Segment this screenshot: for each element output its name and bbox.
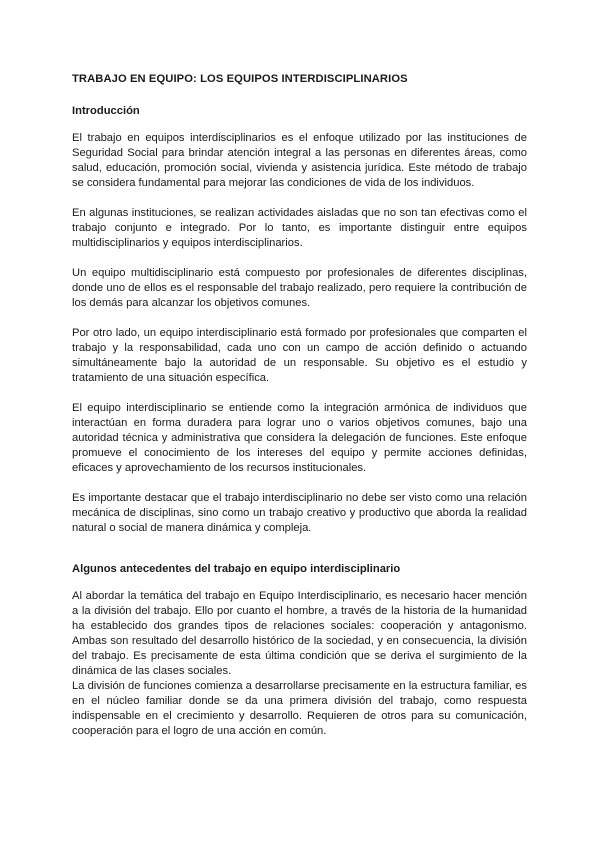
intro-paragraph-5: El equipo interdisciplinario se entiende como la integración armónica de individuos que interactúan en forma duradera para lograr uno o varios objetivos comunes, bajo una autoridad técnica y administrativa que considera la delegación de funciones. Este enfoque promueve el conocimiento de los intereses del equipo y permite acciones definidas, eficaces y aprovechamiento de los recursos institucionales.: [72, 402, 527, 474]
document-title: TRABAJO EN EQUIPO: LOS EQUIPOS INTERDISCIPLINARIOS: [72, 73, 408, 85]
intro-paragraph-2: En algunas instituciones, se realizan actividades aisladas que no son tan efectivas como el trabajo conjunto e integrado. Por lo tanto, es importante distinguir entre equipos multidisciplinarios y equipos interdisciplinarios.: [72, 207, 527, 249]
intro-paragraph-4: Por otro lado, un equipo interdisciplinario está formado por profesionales que comparten el trabajo y la responsabilidad, cada uno con un campo de acción definido o actuando simultáneamente bajo la autoridad de un responsable. Su objetivo es el estudio y tratamiento de una situación específica.: [72, 327, 527, 384]
document-body: [72, 72, 527, 739]
background-paragraph-2: La división de funciones comienza a desarrollarse precisamente en la estructura familiar, es en el núcleo familiar donde se da una primera división del trabajo, como respuesta indispensable en el crecimiento y desarrollo. Requieren de otros para su comunicación, cooperación para el logro de una acción en común.: [72, 680, 527, 737]
background-heading: Algunos antecedentes del trabajo en equipo interdisciplinario: [72, 563, 401, 575]
intro-paragraph-3: Un equipo multidisciplinario está compuesto por profesionales de diferentes disciplinas, donde uno de ellos es el responsable del trabajo realizado, pero requiere la contribución de los demás para alcanzar los objetivos comunes.: [72, 267, 527, 309]
intro-heading: Introducción: [72, 105, 140, 117]
background-paragraph-1: Al abordar la temática del trabajo en Equipo Interdisciplinario, es necesario hacer mención a la división del trabajo. Ello por cuanto el hombre, a través de la historia de la humanidad ha establecido dos grandes tipos de relaciones sociales: cooperación y antagonismo. Ambas son resultado del desarrollo histórico de la sociedad, y en consecuencia, la división del trabajo. Es precisamente de esta última condición que se deriva el surgimiento de la dinámica de las clases sociales.: [72, 590, 527, 677]
intro-paragraph-6: Es importante destacar que el trabajo interdisciplinario no debe ser visto como una relación mecánica de disciplinas, sino como un trabajo creativo y productivo que aborda la realidad natural o social de manera dinámica y compleja.: [72, 492, 527, 534]
intro-paragraph-1: El trabajo en equipos interdisciplinarios es el enfoque utilizado por las instituciones de Seguridad Social para brindar atención integral a las personas en diferentes áreas, como salud, educación, promoción social, vivienda y asistencia jurídica. Este método de trabajo se considera fundamental para mejorar las condiciones de vida de los individuos.: [72, 132, 527, 189]
